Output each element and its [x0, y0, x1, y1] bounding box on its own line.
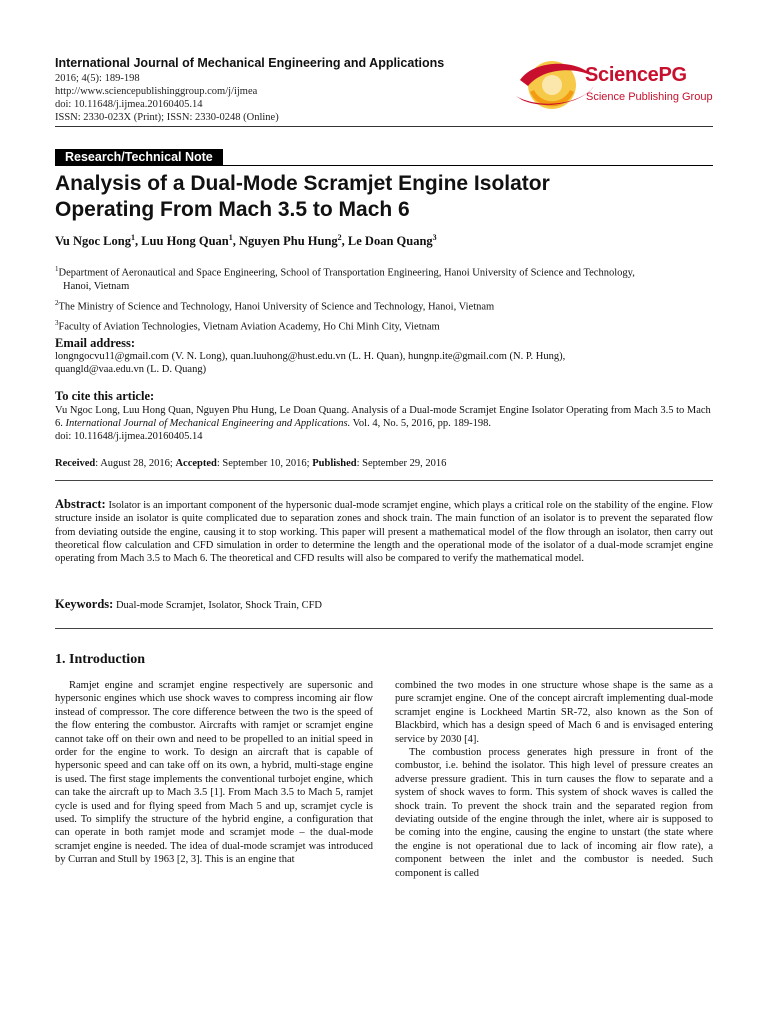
accepted-label: Accepted	[175, 458, 217, 469]
author-sep: ,	[341, 234, 348, 249]
keywords-label: Keywords:	[55, 597, 114, 611]
paragraph: The combustion process generates high pressure in front of the combustor, i.e. behind the isolator. This high level of pressure creates an adverse pressure gradient. This in turn causes the flow to separate and a system of shock waves to form. This system of shock waves is called the shock train. To prevent the shock train and the separated region from deviating outside of the engine through the inlet, where air is supposed to be coming into the engine, causing the engine to unstart (the state where the engine is not operational due to lack of incoming air flow rate), a component between the inlet and the combustor is needed. Such component is called	[395, 747, 713, 879]
affiliation-text: Department of Aeronautical and Space Engineering, School of Transportation Engineering, Hanoi University of Science and Technology,	[58, 267, 635, 279]
keywords-text: Dual-mode Scramjet, Isolator, Shock Train, CFD	[115, 600, 323, 611]
author-sup: 3	[432, 233, 437, 242]
abstract-top-divider	[55, 480, 713, 481]
article-title	[55, 171, 715, 223]
journal-url[interactable]: http://www.sciencepublishinggroup.com/j/ijmea	[55, 86, 258, 97]
journal-meta	[55, 72, 279, 124]
author-name: Nguyen Phu Hung	[239, 234, 338, 249]
citation-heading: To cite this article:	[55, 389, 155, 403]
affiliation-text: Faculty of Aviation Technologies, Vietnam Aviation Academy, Ho Chi Minh City, Vietnam	[58, 321, 440, 333]
volume-line: 2016; 4(5): 189-198	[55, 73, 140, 84]
affiliation-item	[55, 317, 715, 334]
paragraph: Ramjet engine and scramjet engine respectively are supersonic and hypersonic engines which use shock waves to compress incoming air flow instead of compressor. The core difference between the two is the speed of the flow entering the combustor. Aircrafts with ramjet or scramjet engine cannot take off on their own and need to be propelled to an initial speed in order for the engine to work. To design an aircraft that is capable of hypersonic speed and can take off on its own, a hybrid, multi-stage engine is used. The first stage implements the conventional turbojet engine, which can take the aircraft up to Mach 3.5 [1]. From Mach 3.5 to Mach 5, ramjet cycle is used and for flying speed from Mach 5 and up, scramjet cycle is used. To simplify the structure of the hybrid engine, a configuration that can operate in both ramjet mode and scramjet mode – the dual-mode scramjet engine is needed. The idea of dual-mode scramjet was introduced by Curran and Stull by 1963 [2, 3]. This is an engine that	[55, 680, 373, 866]
left-column	[55, 679, 373, 867]
right-column	[395, 679, 713, 880]
logo-subtitle: Science Publishing Group	[586, 91, 713, 103]
affiliation-text-cont: Hanoi, Vietnam	[63, 280, 130, 292]
email-heading: Email address:	[55, 336, 135, 350]
citation-body	[55, 404, 715, 443]
author-sep: ,	[232, 234, 239, 249]
published-label: Published	[312, 458, 357, 469]
section-heading: 1. Introduction	[55, 652, 145, 667]
email-line[interactable]: longngocvu11@gmail.com (V. N. Long), quan.luuhong@hust.edu.vn (L. H. Quan), hungnp.ite@gmail.com (N. P. Hung),	[55, 351, 566, 362]
badge-divider	[55, 165, 713, 166]
email-list	[55, 350, 715, 376]
affiliation-sup: 2	[55, 298, 59, 307]
affiliation-item	[55, 297, 715, 314]
citation-doi: doi: 10.11648/j.ijmea.20160405.14	[55, 431, 203, 442]
abstract-text: Isolator is an important component of the hypersonic dual-mode scramjet engine, which plays a critical role on the stability of the engine. Flow structure inside an isolator is quite complicated due to separation zones and shock train. The main function of an isolator is to prevent the separated flow from deviating outside the engine, causing it to stop working. This paper will present a mathematical model of the flow through an isolator, then carry out theoretical flow calculation and CFD simulation in order to determine the length and the operational mode of the isolator of a dual-mode scramjet engine operating from Mach 3.5 to Mach 6. The theoretical and CFD results will also be compared to verify the mathematical model.	[55, 500, 713, 565]
affiliations	[55, 263, 715, 338]
accepted-date: : September 10, 2016;	[216, 458, 313, 469]
paragraph: combined the two modes in one structure whose shape is the same as a pure scramjet engine. One of the concept aircraft implementing dual-mode scramjet engine is Lockheed Martin SR-72, also known as the Son of Blackbird, which has a design speed of Mach 6 and is envisaged entering service by 2030 [4].	[395, 680, 713, 745]
affiliation-item	[55, 263, 715, 293]
abstract-bottom-divider	[55, 628, 713, 629]
author-sup: 2	[337, 233, 342, 242]
keywords	[55, 597, 322, 612]
author-name: Luu Hong Quan	[141, 234, 229, 249]
author-sep: ,	[134, 234, 142, 249]
author-name: Vu Ngoc Long	[55, 234, 131, 249]
title-line-2: Operating From Mach 3.5 to Mach 6	[55, 198, 410, 221]
journal-name: International Journal of Mechanical Engineering and Applications	[55, 56, 445, 70]
title-line-1: Analysis of a Dual-Mode Scramjet Engine Isolator	[55, 172, 550, 195]
author-sup: 1	[228, 233, 233, 242]
author-sup: 1	[130, 233, 135, 242]
published-date: : September 29, 2016	[356, 458, 447, 469]
article-type-badge: Research/Technical Note	[55, 149, 223, 166]
author-name: Le Doan Quang	[347, 234, 433, 249]
affiliation-text: The Ministry of Science and Technology, Hanoi University of Science and Technology, Hanoi, Vietnam	[58, 301, 495, 312]
email-line[interactable]: quangld@vaa.edu.vn (L. D. Quang)	[55, 364, 207, 375]
abstract-label: Abstract:	[55, 497, 106, 511]
author-list	[55, 233, 437, 249]
received-date: : August 28, 2016;	[95, 458, 176, 469]
affiliation-sup: 1	[55, 265, 59, 273]
journal-issn: ISSN: 2330-023X (Print); ISSN: 2330-0248 (Online)	[55, 112, 279, 123]
received-label: Received	[55, 458, 96, 469]
citation-text: Vol. 4, No. 5, 2016, pp. 189-198.	[350, 418, 492, 429]
logo-name: SciencePG	[585, 64, 687, 86]
citation-journal: International Journal of Mechanical Engineering and Applications.	[65, 418, 351, 429]
article-dates	[55, 458, 446, 469]
abstract	[55, 498, 713, 565]
journal-doi: doi: 10.11648/j.ijmea.20160405.14	[55, 99, 203, 110]
header-divider	[55, 126, 713, 127]
affiliation-sup: 3	[55, 319, 59, 327]
citation-text: Vu Ngoc Long, Luu Hong Quan, Nguyen Phu Hung, Le Doan Quang. Analysis of a Dual-mode Scramjet Engine Isolator Operating from Mach 3.5 to Mach 6.	[55, 405, 711, 429]
